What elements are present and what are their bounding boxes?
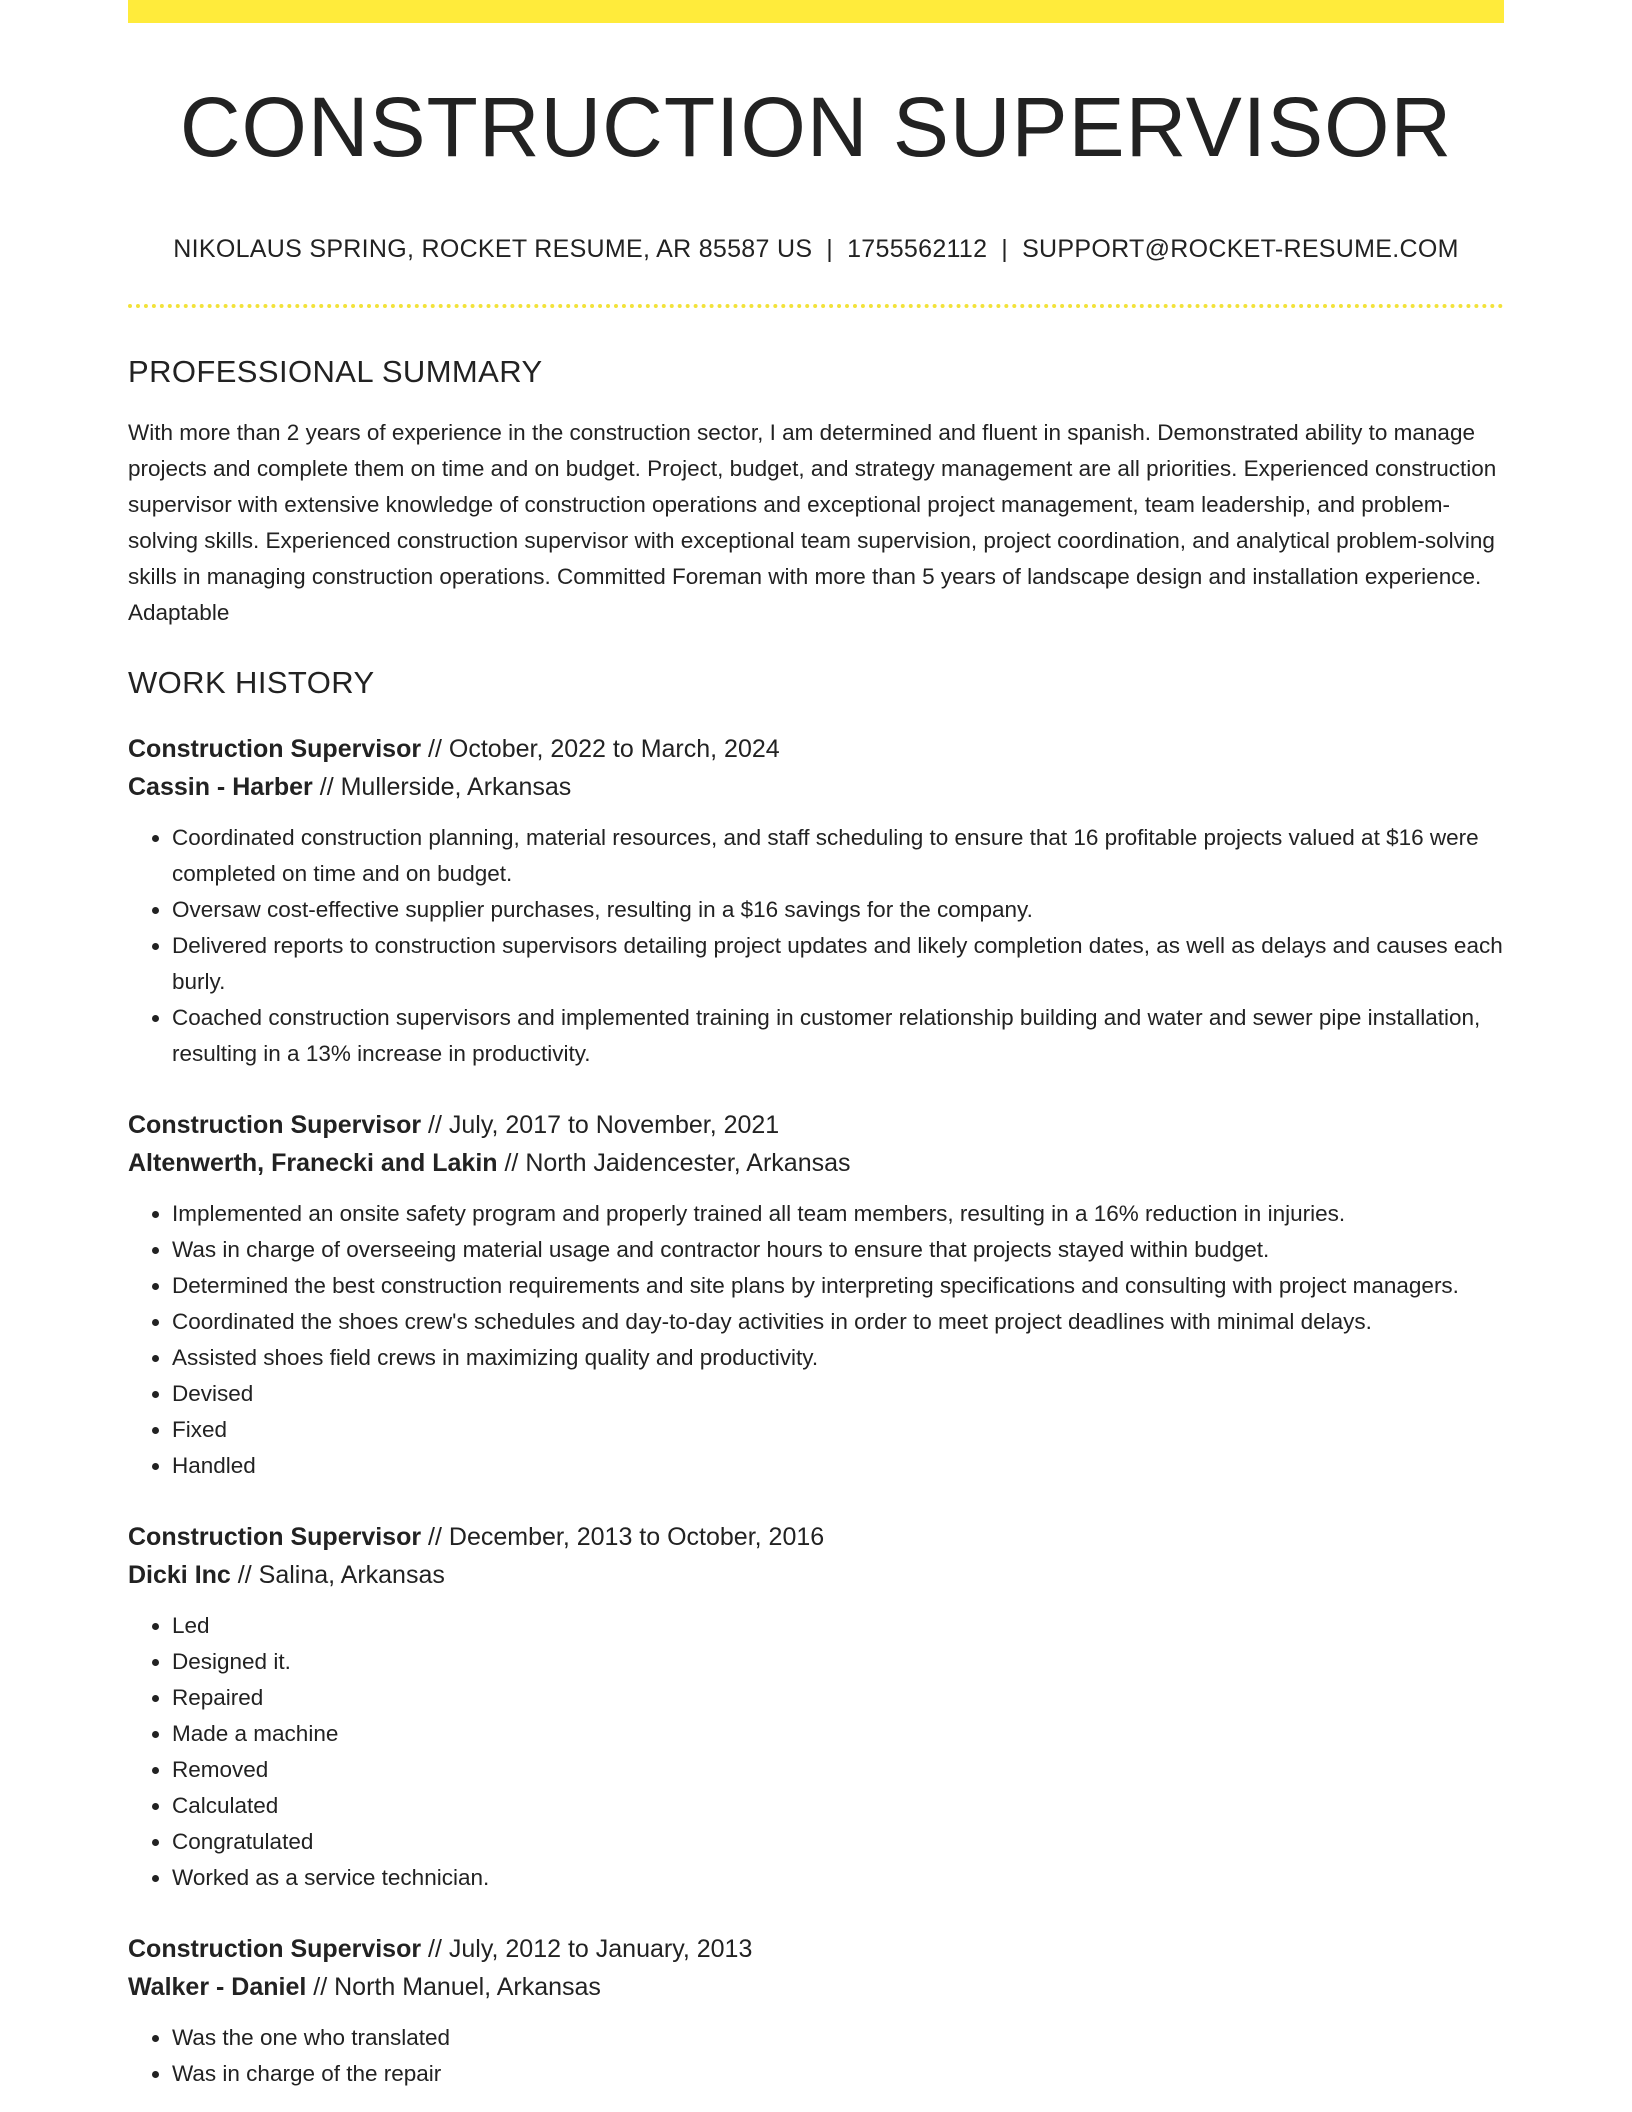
- job-title: Construction Supervisor: [128, 1523, 422, 1551]
- job-separator: //: [319, 773, 334, 801]
- job-dates: October, 2022 to March, 2024: [448, 735, 780, 763]
- job-entry: [128, 1930, 1504, 2092]
- job-employer-line: [128, 1144, 1504, 1182]
- summary-heading: PROFESSIONAL SUMMARY: [128, 354, 543, 389]
- job-bullets: [128, 1608, 1504, 1896]
- job-separator: //: [428, 1111, 442, 1139]
- job-title-line: [128, 1106, 1504, 1144]
- contact-phone: 1755562112: [847, 235, 988, 263]
- resume-title: CONSTRUCTION SUPERVISOR: [179, 80, 1453, 174]
- job-title: Construction Supervisor: [128, 1935, 422, 1963]
- contact-line: [128, 237, 1504, 262]
- summary-text: With more than 2 years of experience in the construction sector, I am determined and fluent in spanish. Demonstrated ability to manage projects and complete them on time and on budget. Project, budget, and strategy management are all priorities. Experienced construction supervisor with extensive knowledge of construction operations and exceptional project management, team leadership, and problem-solving skills. Experienced construction supervisor with exceptional team supervision, project coordination, and analytical problem-solving skills in managing construction operations. Committed Foreman with more than 5 years of landscape design and installation experience. Adaptable: [128, 420, 1497, 625]
- job-entry: [128, 1106, 1504, 1484]
- job-title: Construction Supervisor: [128, 1111, 422, 1139]
- job-title-line: [128, 730, 1504, 768]
- job-bullets: [128, 820, 1504, 1072]
- work-history-heading: WORK HISTORY: [128, 665, 375, 700]
- job-bullet: • Congratulated: [172, 1824, 1504, 1860]
- job-employer: Dicki Inc: [128, 1561, 231, 1589]
- job-separator: //: [428, 1935, 442, 1963]
- header-divider: [128, 304, 1504, 308]
- job-bullet: • Devised: [172, 1376, 1504, 1412]
- job-bullet: • Coordinated the shoes crew's schedules and day-to-day activities in order to meet project deadlines with minimal delays.: [172, 1304, 1504, 1340]
- job-bullet: • Was in charge of overseeing material usage and contractor hours to ensure that projects stayed within budget.: [172, 1232, 1504, 1268]
- job-bullet: • Was in charge of the repair: [172, 2056, 1504, 2092]
- job-title-line: [128, 1518, 1504, 1556]
- job-separator: //: [428, 1523, 442, 1551]
- job-dates: December, 2013 to October, 2016: [448, 1523, 825, 1551]
- job-bullet: • Oversaw cost-effective supplier purchases, resulting in a $16 savings for the company.: [172, 892, 1504, 928]
- resume-page: [128, 0, 1504, 2092]
- job-employer: Altenwerth, Franecki and Lakin: [128, 1149, 498, 1177]
- job-bullet: • Removed: [172, 1752, 1504, 1788]
- contact-address: NIKOLAUS SPRING, ROCKET RESUME, AR 85587 US: [173, 235, 813, 263]
- job-bullets: [128, 2020, 1504, 2092]
- job-employer-line: [128, 768, 1504, 806]
- job-bullet: • Made a machine: [172, 1716, 1504, 1752]
- job-entry: [128, 1518, 1504, 1896]
- job-employer-line: [128, 1968, 1504, 2006]
- job-bullets: [128, 1196, 1504, 1484]
- contact-separator: |: [1001, 235, 1009, 263]
- job-bullet: • Was the one who translated: [172, 2020, 1504, 2056]
- job-location: Salina, Arkansas: [258, 1561, 445, 1589]
- job-employer: Walker - Daniel: [128, 1973, 307, 2001]
- job-separator: //: [504, 1149, 519, 1177]
- job-dates: July, 2017 to November, 2021: [448, 1111, 780, 1139]
- job-dates: July, 2012 to January, 2013: [448, 1935, 753, 1963]
- job-location: North Jaidencester, Arkansas: [525, 1149, 851, 1177]
- job-bullet: • Handled: [172, 1448, 1504, 1484]
- job-bullet: • Repaired: [172, 1680, 1504, 1716]
- job-separator: //: [428, 735, 442, 763]
- job-bullet: • Designed it.: [172, 1644, 1504, 1680]
- job-title-line: [128, 1930, 1504, 1968]
- job-bullet: • Calculated: [172, 1788, 1504, 1824]
- job-employer-line: [128, 1556, 1504, 1594]
- job-bullet: • Delivered reports to construction supervisors detailing project updates and likely completion dates, as well as delays and causes each burly.: [172, 928, 1504, 1000]
- job-separator: //: [237, 1561, 252, 1589]
- job-title: Construction Supervisor: [128, 735, 422, 763]
- contact-email: SUPPORT@ROCKET-RESUME.COM: [1022, 235, 1459, 263]
- job-bullet: • Led: [172, 1608, 1504, 1644]
- job-bullet: • Determined the best construction requirements and site plans by interpreting specifications and consulting with project managers.: [172, 1268, 1504, 1304]
- job-location: Mullerside, Arkansas: [340, 773, 572, 801]
- job-employer: Cassin - Harber: [128, 773, 313, 801]
- job-location: North Manuel, Arkansas: [334, 1973, 601, 2001]
- accent-bar: [128, 0, 1504, 23]
- job-bullet: • Coordinated construction planning, material resources, and staff scheduling to ensure that 16 profitable projects valued at $16 were completed on time and on budget.: [172, 820, 1504, 892]
- job-separator: //: [313, 1973, 328, 2001]
- job-bullet: • Coached construction supervisors and implemented training in customer relationship building and water and sewer pipe installation, resulting in a 13% increase in productivity.: [172, 1000, 1504, 1072]
- job-bullet: • Worked as a service technician.: [172, 1860, 1504, 1896]
- job-bullet: • Implemented an onsite safety program and properly trained all team members, resulting in a 16% reduction in injuries.: [172, 1196, 1504, 1232]
- job-bullet: • Fixed: [172, 1412, 1504, 1448]
- job-entry: [128, 730, 1504, 1072]
- job-bullet: • Assisted shoes field crews in maximizing quality and productivity.: [172, 1340, 1504, 1376]
- contact-separator: |: [826, 235, 834, 263]
